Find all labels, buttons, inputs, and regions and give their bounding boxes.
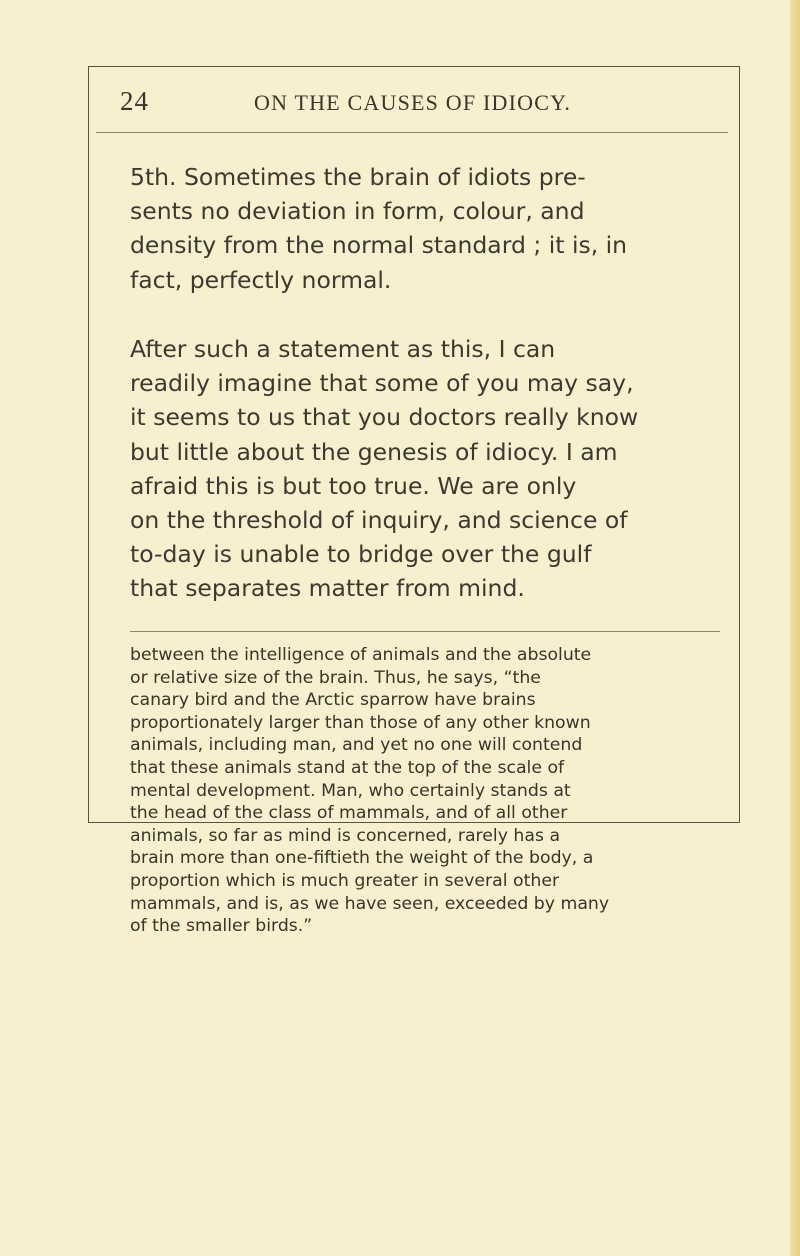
text-line: afraid this is but too true. We are only [130, 471, 577, 500]
page-number: 24 [120, 86, 149, 116]
footnote-line: mammals, and is, as we have seen, exceeded by many [130, 893, 610, 914]
footnote-line: proportionately larger than those of any other known [130, 712, 591, 733]
paragraph-statement [130, 332, 726, 606]
footnote-line: the head of the class of mammals, and of all other [130, 803, 568, 824]
header-rule [96, 132, 728, 133]
footnote-line: or relative size of the brain. Thus, he says, “the [130, 667, 541, 688]
text-line: 5th. Sometimes the brain of idiots pre- [130, 163, 586, 191]
frame-top-rule [88, 66, 740, 67]
footnote-line: mental development. Man, who certainly stands at [130, 780, 571, 801]
footnote [130, 644, 726, 938]
footnote-line: animals, including man, and yet no one will contend [130, 735, 583, 756]
footnote-line: proportion which is much greater in several other [130, 870, 560, 891]
paragraph-fifth-cause [130, 160, 726, 297]
text-line: to-day is unable to bridge over the gulf [130, 540, 592, 569]
running-head: ON THE CAUSES OF IDIOCY. [254, 90, 572, 115]
footnote-rule [130, 631, 720, 632]
text-line: fact, perfectly normal. [130, 265, 392, 294]
page-edge [790, 0, 800, 1256]
page-header [96, 86, 736, 120]
text-line: sents no deviation in form, colour, and [130, 197, 585, 226]
footnote-line: animals, so far as mind is concerned, rarely has a [130, 825, 561, 846]
text-line: After such a statement as this, I can [130, 335, 556, 363]
footnote-line: between the intelligence of animals and the absolute [130, 645, 592, 665]
text-line: but little about the genesis of idiocy. I am [130, 437, 618, 466]
text-line: on the threshold of inquiry, and science of [130, 506, 628, 535]
text-line: density from the normal standard ; it is, in [130, 231, 628, 260]
footnote-line: canary bird and the Arctic sparrow have brains [130, 690, 536, 711]
footnote-line: of the smaller birds.” [130, 916, 313, 937]
text-line: readily imagine that some of you may say, [130, 369, 634, 398]
text-line: it seems to us that you doctors really know [130, 403, 639, 432]
footnote-line: brain more than one-fiftieth the weight of the body, a [130, 848, 594, 869]
footnote-line: that these animals stand at the top of the scale of [130, 757, 565, 778]
text-line: that separates matter from mind. [130, 574, 525, 603]
